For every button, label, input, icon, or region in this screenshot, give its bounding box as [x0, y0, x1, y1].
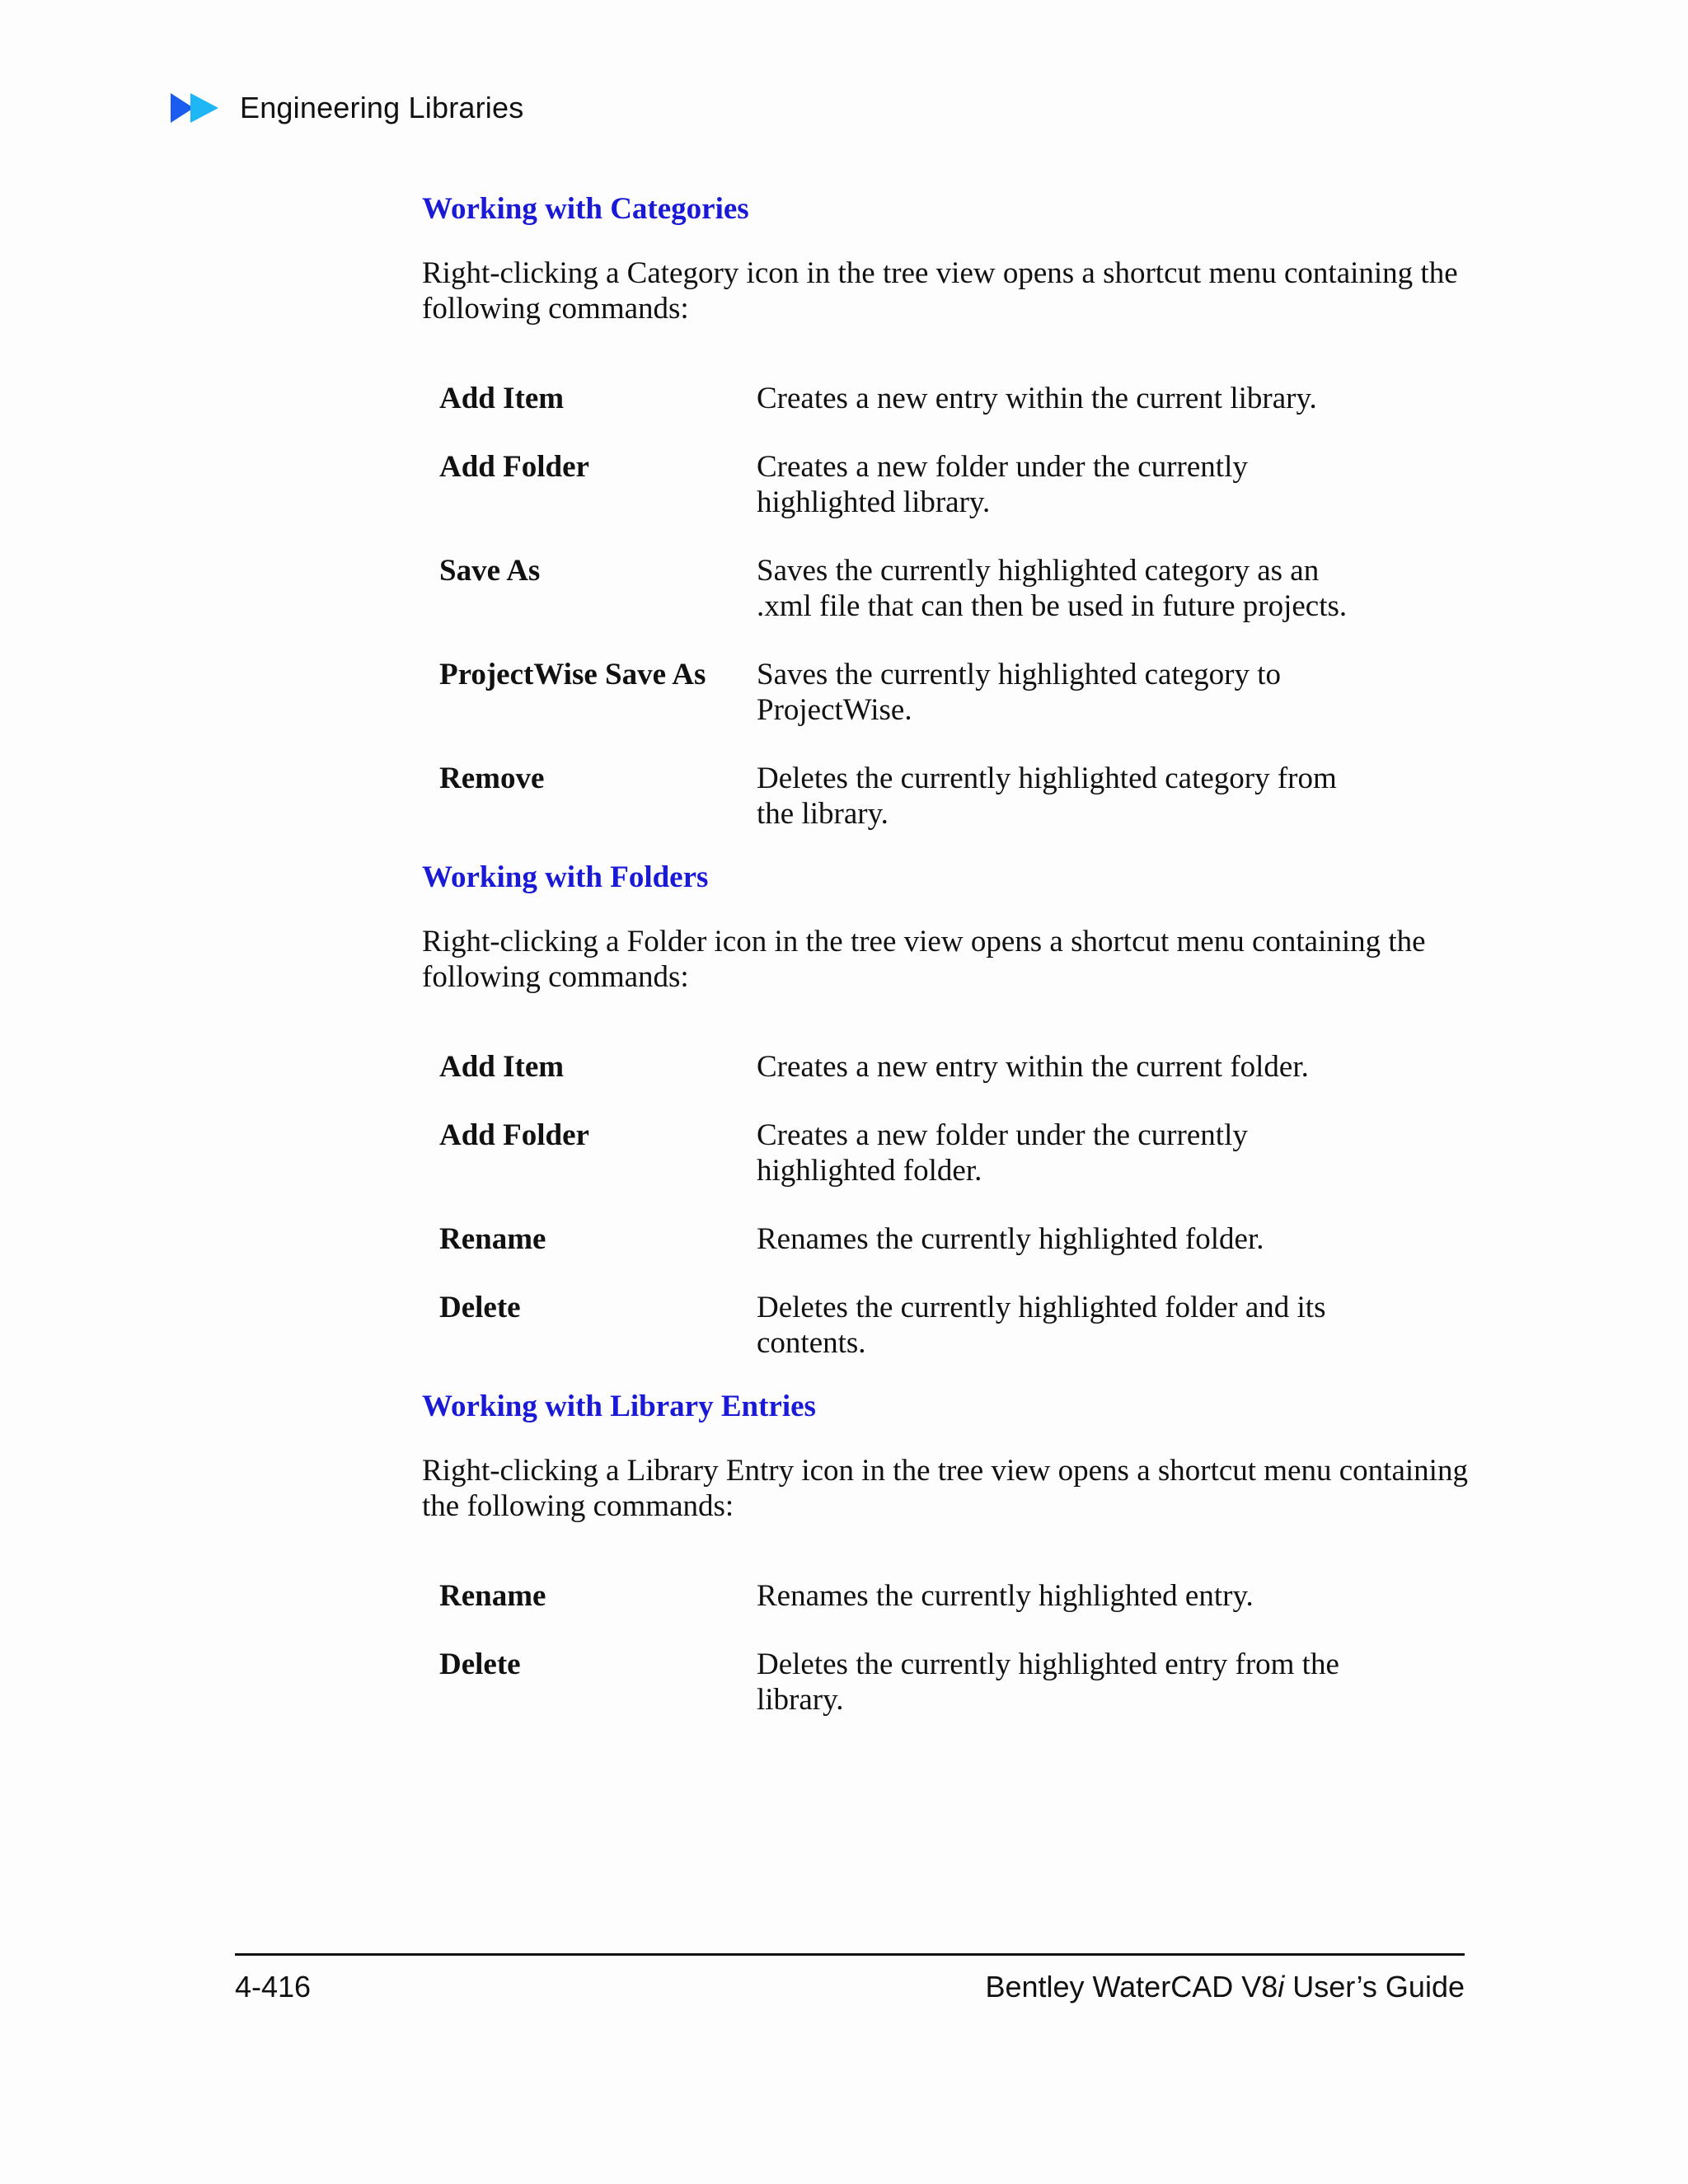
command-description: Saves the currently highlighted category as an .xml file that can then be used in future projects.: [757, 554, 1348, 623]
footer-rule: [235, 1953, 1465, 1956]
section-heading: Working with Library Entries: [422, 1390, 816, 1423]
command-name: Add Item: [439, 1050, 565, 1084]
command-row: [422, 1221, 1469, 1257]
command-description: Renames the currently highlighted entry.: [757, 1579, 1254, 1613]
command-table: [422, 1049, 1469, 1361]
command-description: Creates a new folder under the currently highlighted library.: [757, 450, 1248, 519]
guide-title-prefix: Bentley WaterCAD V8: [985, 1970, 1278, 2004]
section-intro: Right-clicking a Category icon in the tree view opens a shortcut menu containing the following commands:: [422, 256, 1458, 326]
command-description: Deletes the currently highlighted folder and its contents.: [757, 1291, 1326, 1360]
section-library-entries: [422, 1385, 1469, 1718]
guide-title-italic: i: [1278, 1970, 1285, 2004]
command-name: Delete: [439, 1291, 521, 1324]
command-name: Add Folder: [439, 450, 589, 484]
command-description: Creates a new entry within the current folder.: [757, 1050, 1309, 1084]
section-heading: Working with Categories: [422, 192, 749, 226]
section-intro: Right-clicking a Library Entry icon in the tree view opens a shortcut menu containing the following commands:: [422, 1454, 1468, 1523]
command-name: Rename: [439, 1222, 546, 1256]
command-row: [422, 657, 1469, 728]
running-header: [169, 87, 523, 129]
command-description: Creates a new folder under the currently highlighted folder.: [757, 1118, 1248, 1188]
command-description: Deletes the currently highlighted category from the library.: [757, 762, 1337, 831]
command-row: [422, 761, 1469, 832]
guide-title-suffix: User’s Guide: [1284, 1970, 1465, 2004]
command-name: Delete: [439, 1647, 521, 1681]
command-row: [422, 1578, 1469, 1614]
command-row: [422, 553, 1469, 624]
command-description: Creates a new entry within the current library.: [757, 382, 1317, 415]
command-description: Renames the currently highlighted folder.: [757, 1222, 1264, 1256]
guide-title: [985, 1970, 1465, 2004]
command-name: Save As: [439, 554, 541, 588]
section-categories: [422, 188, 1469, 832]
section-folders: [422, 856, 1469, 1361]
section-heading: Working with Folders: [422, 860, 709, 894]
command-description: Deletes the currently highlighted entry from the library.: [757, 1647, 1339, 1717]
command-table: [422, 381, 1469, 832]
command-row: [422, 1118, 1469, 1188]
double-arrow-icon: [169, 90, 222, 126]
command-row: [422, 1290, 1469, 1361]
command-name: Add Folder: [439, 1118, 589, 1152]
command-row: [422, 1049, 1469, 1085]
command-row: [422, 381, 1469, 416]
command-row: [422, 449, 1469, 520]
command-name: Rename: [439, 1579, 546, 1613]
section-intro: Right-clicking a Folder icon in the tree view opens a shortcut menu containing the following commands:: [422, 925, 1426, 994]
command-table: [422, 1578, 1469, 1718]
page-number: 4-416: [235, 1970, 312, 2004]
command-row: [422, 1647, 1469, 1718]
command-name: Add Item: [439, 382, 565, 415]
command-name: ProjectWise Save As: [439, 658, 706, 691]
command-name: Remove: [439, 762, 545, 795]
page-content: [422, 188, 1469, 1750]
command-description: Saves the currently highlighted category to ProjectWise.: [757, 658, 1282, 727]
header-title: Engineering Libraries: [240, 91, 524, 124]
